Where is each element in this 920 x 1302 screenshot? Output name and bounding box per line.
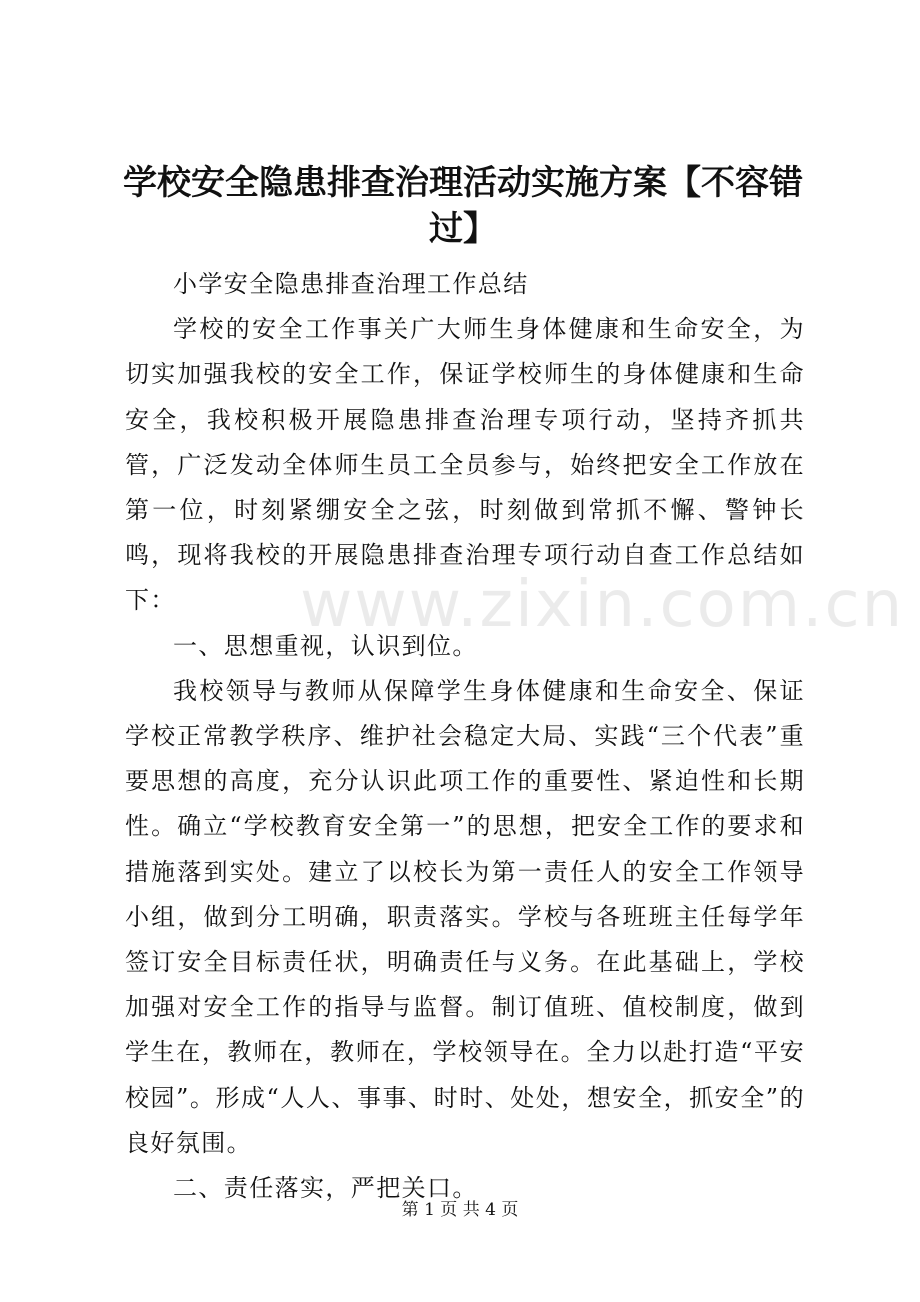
section-heading-2: 二、责任落实，严把关口。 bbox=[173, 1174, 478, 1203]
section-1-paragraph: 我校领导与教师从保障学生身体健康和生命安全、保证学校正常教学秩序、维护社会稳定大局、实践“三个代表”重要思想的高度，充分认识此项工作的重要性、紧迫性和长期性。确立“学校教育安全第一”的思想，把安全工作的要求和措施落到实处。建立了以校长为第一责任人的安全工作领导小组，做到分工明确，职责落实。学校与各班班主任每学年签订安全目标责任状，明确责任与义务。在此基础上，学校加强对安全工作的指导与监督。制订值班、值校制度，做到学生在，教师在，教师在，学校领导在。全力以赴打造“平安校园”。形成“人人、事事、时时、处处，想安全，抓安全”的良好氛围。 bbox=[125, 676, 805, 1157]
watermark: www.zixin.com.cn bbox=[300, 568, 905, 642]
intro-paragraph: 学校的安全工作事关广大师生身体健康和生命安全，为切实加强我校的安全工作，保证学校师生的身体健康和生命安全，我校积极开展隐患排查治理专项行动，坚持齐抓共管，广泛发动全体师生员工全员参与，始终把安全工作放在第一位，时刻紧绷安全之弦，时刻做到常抓不懈、警钟长鸣，现将我校的开展隐患排查治理专项行动自查工作总结如下： bbox=[125, 315, 805, 615]
page-footer: 第 1 页 共 4 页 bbox=[401, 1200, 519, 1220]
document-title: 学校安全隐患排查治理活动实施方案【不容错过】 bbox=[123, 163, 803, 249]
document-body bbox=[125, 262, 805, 1211]
subtitle-paragraph: 小学安全隐患排查治理工作总结 bbox=[173, 270, 529, 298]
section-heading-1: 一、思想重视，认识到位。 bbox=[173, 631, 478, 660]
